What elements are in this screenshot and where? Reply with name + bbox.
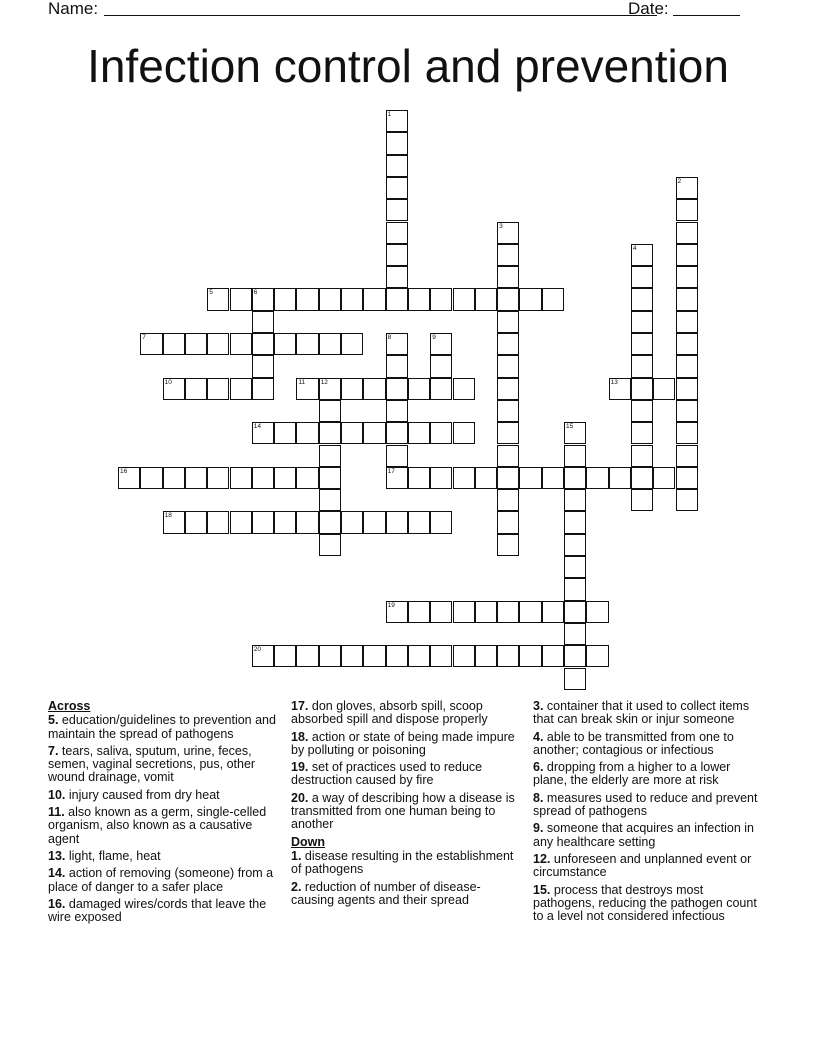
- crossword-cell[interactable]: [408, 511, 430, 533]
- crossword-cell[interactable]: [676, 199, 698, 221]
- crossword-cell[interactable]: [453, 288, 475, 310]
- crossword-cell[interactable]: [296, 467, 318, 489]
- crossword-cell[interactable]: [430, 601, 452, 623]
- clue-text: able to be transmitted from one to another; contagious or infectious: [533, 729, 734, 757]
- crossword-cell[interactable]: [319, 511, 341, 533]
- crossword-cell[interactable]: [497, 489, 519, 511]
- crossword-cell[interactable]: [497, 601, 519, 623]
- crossword-cell[interactable]: [676, 355, 698, 377]
- clue-number-label: 17.: [291, 699, 309, 713]
- crossword-cell[interactable]: [274, 333, 296, 355]
- crossword-cell[interactable]: [676, 222, 698, 244]
- clue-text: set of practices used to reduce destruction caused by fire: [291, 760, 483, 788]
- crossword-cell[interactable]: [140, 333, 162, 355]
- clue-number: 7: [142, 334, 146, 341]
- clue-number: 4: [632, 244, 637, 252]
- clue-text: damaged wires/cords that leave the wire exposed: [48, 896, 267, 925]
- crossword-cell[interactable]: [408, 288, 430, 310]
- clue-text: disease resulting in the establishment of pathogens: [291, 848, 514, 877]
- crossword-cell[interactable]: [319, 288, 341, 310]
- crossword-cell[interactable]: [653, 378, 675, 400]
- crossword-cell[interactable]: [676, 467, 698, 489]
- crossword-cell[interactable]: [430, 355, 452, 377]
- crossword-cell[interactable]: [564, 489, 586, 511]
- clue-number-label: 13.: [48, 848, 66, 863]
- crossword-cell[interactable]: [497, 445, 519, 467]
- crossword-cell[interactable]: [430, 422, 452, 444]
- crossword-cell[interactable]: [676, 177, 698, 199]
- crossword-cell[interactable]: [542, 467, 564, 489]
- crossword-cell[interactable]: [252, 355, 274, 377]
- crossword-cell[interactable]: [296, 645, 318, 667]
- clue-text: action of removing (someone) from a place of danger to a safer place: [48, 866, 274, 894]
- crossword-cell[interactable]: [252, 311, 274, 333]
- crossword-cell[interactable]: [386, 155, 408, 177]
- crossword-cell[interactable]: [497, 266, 519, 288]
- crossword-cell[interactable]: [631, 355, 653, 377]
- clue-text: tears, saliva, sputum, urine, feces, semen, vaginal secretions, pus, other wound drainage, vomit: [48, 743, 256, 785]
- crossword-cell[interactable]: [252, 645, 274, 667]
- crossword-cell[interactable]: [386, 177, 408, 199]
- crossword-cell[interactable]: [497, 222, 519, 244]
- crossword-cell[interactable]: [386, 400, 408, 422]
- crossword-cell[interactable]: [430, 333, 452, 355]
- crossword-cell[interactable]: [609, 378, 631, 400]
- crossword-cell[interactable]: [475, 645, 497, 667]
- crossword-cell[interactable]: [586, 467, 608, 489]
- crossword-cell[interactable]: [341, 422, 363, 444]
- crossword-cell[interactable]: [586, 601, 608, 623]
- crossword-cell[interactable]: [386, 244, 408, 266]
- crossword-cell[interactable]: [564, 467, 586, 489]
- crossword-cell[interactable]: [564, 601, 586, 623]
- clue-item: [533, 731, 765, 758]
- crossword-cell[interactable]: [252, 378, 274, 400]
- clue-number-label: 16.: [48, 896, 66, 911]
- crossword-cell[interactable]: [453, 422, 475, 444]
- crossword-cell[interactable]: [296, 333, 318, 355]
- crossword-cell[interactable]: [386, 445, 408, 467]
- clue-item: [533, 853, 765, 880]
- crossword-cell[interactable]: [363, 511, 385, 533]
- crossword-cell[interactable]: [564, 511, 586, 533]
- crossword-cell[interactable]: [475, 601, 497, 623]
- clue-number-label: 3.: [533, 699, 544, 713]
- clue-number-label: 2.: [291, 879, 302, 894]
- clue-text: don gloves, absorb spill, scoop absorbed spill and dispose properly: [291, 699, 488, 727]
- clue-number: 19: [387, 601, 395, 609]
- crossword-cell[interactable]: [631, 378, 653, 400]
- crossword-cell[interactable]: [408, 422, 430, 444]
- clues-column-2: [291, 700, 523, 911]
- crossword-cell[interactable]: [430, 511, 452, 533]
- crossword-cell[interactable]: [586, 645, 608, 667]
- crossword-cell[interactable]: [497, 467, 519, 489]
- crossword-cell[interactable]: [341, 645, 363, 667]
- date-label: Date:: [628, 0, 669, 18]
- clue-number: 5: [209, 289, 213, 297]
- crossword-cell[interactable]: [319, 467, 341, 489]
- crossword-cell[interactable]: [519, 288, 541, 310]
- crossword-cell[interactable]: [408, 378, 430, 400]
- crossword-cell[interactable]: [609, 467, 631, 489]
- crossword-cell[interactable]: [386, 422, 408, 444]
- crossword-cell[interactable]: [497, 534, 519, 556]
- crossword-cell[interactable]: [319, 400, 341, 422]
- clue-item: [48, 806, 280, 846]
- clue-number-label: 20.: [291, 790, 309, 805]
- crossword-cell[interactable]: [252, 288, 274, 310]
- crossword-cell[interactable]: [631, 445, 653, 467]
- crossword-cell[interactable]: [163, 467, 185, 489]
- clue-item: [48, 789, 280, 802]
- clue-text: reduction of number of disease-causing agents and their spread: [291, 879, 481, 907]
- crossword-cell[interactable]: [519, 601, 541, 623]
- clue-text: also known as a germ, single-celled organism, also known as a causative agent: [48, 805, 267, 846]
- crossword-cell[interactable]: [386, 333, 408, 355]
- clue-number: 14: [253, 423, 262, 431]
- crossword-cell[interactable]: [386, 645, 408, 667]
- crossword-cell[interactable]: [631, 244, 653, 266]
- clue-number: 9: [432, 334, 436, 341]
- clue-item: [48, 714, 280, 741]
- crossword-cell[interactable]: [185, 467, 207, 489]
- crossword-cell[interactable]: [185, 333, 207, 355]
- crossword-cell[interactable]: [519, 645, 541, 667]
- clue-number: 10: [164, 378, 172, 386]
- clue-number-label: 11.: [48, 805, 65, 820]
- crossword-cell[interactable]: [274, 288, 296, 310]
- clue-item: [48, 867, 280, 894]
- crossword-cell[interactable]: [118, 467, 140, 489]
- clue-item: [533, 761, 765, 788]
- crossword-cell[interactable]: [252, 333, 274, 355]
- crossword-cell[interactable]: [319, 645, 341, 667]
- crossword-cell[interactable]: [676, 266, 698, 288]
- crossword-cell[interactable]: [363, 422, 385, 444]
- clue-text: action or state of being made impure by polluting or poisoning: [291, 729, 515, 757]
- clue-text: education/guidelines to prevention and maintain the spread of pathogens: [48, 713, 276, 741]
- crossword-cell[interactable]: [564, 623, 586, 645]
- clue-item: [291, 761, 523, 788]
- crossword-cell[interactable]: [564, 668, 586, 690]
- crossword-cell[interactable]: [207, 467, 229, 489]
- name-label: Name:: [48, 0, 99, 18]
- crossword-cell[interactable]: [230, 288, 252, 310]
- clue-number-label: 8.: [533, 790, 544, 805]
- crossword-cell[interactable]: [408, 467, 430, 489]
- crossword-cell[interactable]: [631, 288, 653, 310]
- clue-number-label: 9.: [533, 821, 544, 836]
- crossword-cell[interactable]: [386, 266, 408, 288]
- clue-text: process that destroys most pathogens, reducing the pathogen count to a level not considered infectious: [533, 882, 757, 924]
- crossword-cell[interactable]: [319, 445, 341, 467]
- clue-item: [291, 850, 523, 877]
- crossword-cell[interactable]: [386, 355, 408, 377]
- crossword-cell[interactable]: [653, 467, 675, 489]
- clue-number: 15: [566, 423, 574, 431]
- crossword-cell[interactable]: [519, 467, 541, 489]
- crossword-cell[interactable]: [564, 645, 586, 667]
- crossword-cell[interactable]: [497, 511, 519, 533]
- crossword-cell[interactable]: [497, 244, 519, 266]
- crossword-cell[interactable]: [207, 288, 229, 310]
- crossword-cell[interactable]: [676, 378, 698, 400]
- crossword-cell[interactable]: [274, 511, 296, 533]
- crossword-cell[interactable]: [363, 288, 385, 310]
- crossword-cell[interactable]: [676, 311, 698, 333]
- clue-text: container that it used to collect items that can break skin or injur someone: [533, 699, 750, 727]
- crossword-cell[interactable]: [341, 511, 363, 533]
- clue-number-label: 5.: [48, 713, 59, 728]
- crossword-cell[interactable]: [386, 288, 408, 310]
- crossword-cell[interactable]: [676, 244, 698, 266]
- clue-text: unforeseen and unplanned event or circumstance: [533, 851, 752, 880]
- crossword-cell[interactable]: [631, 489, 653, 511]
- crossword-cell[interactable]: [676, 445, 698, 467]
- clue-number-label: 6.: [533, 760, 544, 775]
- crossword-cell[interactable]: [631, 333, 653, 355]
- crossword-cell[interactable]: [140, 467, 162, 489]
- crossword-cell[interactable]: [542, 601, 564, 623]
- clues-column-3: [533, 700, 765, 927]
- crossword-cell[interactable]: [341, 378, 363, 400]
- crossword-cell[interactable]: [386, 222, 408, 244]
- crossword-cell[interactable]: [296, 511, 318, 533]
- clue-number-label: 7.: [48, 743, 59, 758]
- crossword-cell[interactable]: [341, 288, 363, 310]
- crossword-cell[interactable]: [408, 601, 430, 623]
- crossword-cell[interactable]: [230, 333, 252, 355]
- crossword-cell[interactable]: [497, 311, 519, 333]
- clue-number: 1: [387, 111, 392, 118]
- crossword-cell[interactable]: [497, 288, 519, 310]
- crossword-cell[interactable]: [453, 467, 475, 489]
- clue-text: someone that acquires an infection in any healthcare setting: [533, 821, 754, 849]
- clue-number: 6: [253, 289, 258, 297]
- clues-column-1: [48, 700, 280, 928]
- crossword-cell[interactable]: [430, 467, 452, 489]
- clue-item: [533, 822, 765, 849]
- page-title: Infection control and prevention: [87, 40, 729, 92]
- crossword-cell[interactable]: [564, 578, 586, 600]
- clue-number: 11: [298, 378, 306, 386]
- crossword-cell[interactable]: [676, 288, 698, 310]
- clue-number-label: 1.: [291, 848, 302, 863]
- clue-number-label: 4.: [533, 729, 544, 744]
- clue-text: measures used to reduce and prevent spread of pathogens: [533, 790, 758, 819]
- clue-item: [48, 898, 280, 925]
- crossword-cell[interactable]: [386, 132, 408, 154]
- crossword-cell[interactable]: [386, 511, 408, 533]
- crossword-cell[interactable]: [363, 645, 385, 667]
- clue-number: 18: [164, 512, 172, 520]
- crossword-cell[interactable]: [542, 288, 564, 310]
- crossword-cell[interactable]: [230, 467, 252, 489]
- crossword-cell[interactable]: [497, 645, 519, 667]
- clue-item: [533, 792, 765, 819]
- clue-item: [291, 731, 523, 758]
- crossword-cell[interactable]: [676, 489, 698, 511]
- clue-number-label: 15.: [533, 882, 551, 897]
- crossword-cell[interactable]: [631, 266, 653, 288]
- crossword-cell[interactable]: [564, 445, 586, 467]
- crossword-cell[interactable]: [274, 422, 296, 444]
- crossword-cell[interactable]: [676, 333, 698, 355]
- crossword-cell[interactable]: [274, 645, 296, 667]
- clue-item: [533, 700, 765, 727]
- crossword-cell[interactable]: [497, 422, 519, 444]
- clue-number: 16: [120, 467, 128, 475]
- crossword-cell[interactable]: [252, 422, 274, 444]
- crossword-cell[interactable]: [676, 400, 698, 422]
- crossword-cell[interactable]: [252, 511, 274, 533]
- crossword-cell[interactable]: [475, 467, 497, 489]
- crossword-cell[interactable]: [430, 288, 452, 310]
- clue-number-label: 14.: [48, 866, 66, 881]
- crossword-cell[interactable]: [207, 378, 229, 400]
- clue-item: [291, 881, 523, 908]
- crossword-cell[interactable]: [319, 489, 341, 511]
- crossword-cell[interactable]: [408, 645, 430, 667]
- crossword-cell[interactable]: [230, 511, 252, 533]
- crossword-cell[interactable]: [341, 333, 363, 355]
- crossword-cell[interactable]: [386, 199, 408, 221]
- crossword-cell[interactable]: [497, 400, 519, 422]
- crossword-cell[interactable]: [453, 645, 475, 667]
- crossword-cell[interactable]: [453, 601, 475, 623]
- clue-item: [291, 792, 523, 832]
- clue-number: 17: [387, 467, 395, 475]
- crossword-cell[interactable]: [163, 511, 185, 533]
- crossword-cell[interactable]: [631, 311, 653, 333]
- crossword-cell[interactable]: [319, 333, 341, 355]
- crossword-cell[interactable]: [185, 511, 207, 533]
- clue-text: dropping from a higher to a lower plane, the elderly are more at risk: [533, 760, 731, 788]
- crossword-cell[interactable]: [497, 355, 519, 377]
- crossword-cell[interactable]: [386, 378, 408, 400]
- crossword-cell[interactable]: [230, 378, 252, 400]
- crossword-cell[interactable]: [185, 378, 207, 400]
- clue-number-label: 12.: [533, 851, 551, 866]
- clue-text: a way of describing how a disease is transmitted from one human being to another: [291, 790, 515, 832]
- clue-number-label: 10.: [48, 787, 66, 802]
- crossword-cell[interactable]: [252, 467, 274, 489]
- clue-item: [48, 745, 280, 785]
- crossword-cell[interactable]: [319, 534, 341, 556]
- crossword-cell[interactable]: [475, 288, 497, 310]
- crossword-cell[interactable]: [430, 645, 452, 667]
- crossword-cell[interactable]: [676, 422, 698, 444]
- crossword-cell[interactable]: [163, 378, 185, 400]
- clue-number: 8: [387, 334, 392, 341]
- crossword-cell[interactable]: [296, 378, 318, 400]
- crossword-cell[interactable]: [386, 601, 408, 623]
- clue-number: 2: [677, 177, 682, 185]
- crossword-cell[interactable]: [497, 378, 519, 400]
- clue-text: injury caused from dry heat: [65, 787, 220, 802]
- crossword-cell[interactable]: [497, 333, 519, 355]
- crossword-cell[interactable]: [207, 333, 229, 355]
- crossword-cell[interactable]: [296, 422, 318, 444]
- crossword-cell[interactable]: [631, 422, 653, 444]
- crossword-cell[interactable]: [564, 422, 586, 444]
- clue-item: [48, 850, 280, 863]
- clue-number-label: 18.: [291, 729, 309, 744]
- crossword-cell[interactable]: [386, 467, 408, 489]
- crossword-cell[interactable]: [296, 288, 318, 310]
- crossword-cell[interactable]: [319, 378, 341, 400]
- crossword-cell[interactable]: [631, 467, 653, 489]
- crossword-cell[interactable]: [564, 534, 586, 556]
- crossword-cell[interactable]: [319, 422, 341, 444]
- crossword-cell[interactable]: [163, 333, 185, 355]
- crossword-cell[interactable]: [564, 556, 586, 578]
- crossword-cell[interactable]: [430, 378, 452, 400]
- down-heading: Down: [291, 834, 326, 849]
- across-heading: Across: [48, 699, 91, 713]
- clue-number: 12: [320, 378, 328, 386]
- clue-text: light, flame, heat: [65, 848, 161, 863]
- crossword-cell[interactable]: [542, 645, 564, 667]
- clue-item: [533, 884, 765, 924]
- crossword-cell[interactable]: [631, 400, 653, 422]
- clue-number: 3: [499, 222, 503, 230]
- clue-number-label: 19.: [291, 760, 309, 775]
- clue-number: 13: [610, 378, 618, 386]
- clue-item: [291, 700, 523, 727]
- crossword-cell[interactable]: [363, 378, 385, 400]
- crossword-cell[interactable]: [386, 110, 408, 132]
- clue-number: 20: [253, 646, 262, 654]
- crossword-cell[interactable]: [207, 511, 229, 533]
- crossword-cell[interactable]: [274, 467, 296, 489]
- crossword-cell[interactable]: [453, 378, 475, 400]
